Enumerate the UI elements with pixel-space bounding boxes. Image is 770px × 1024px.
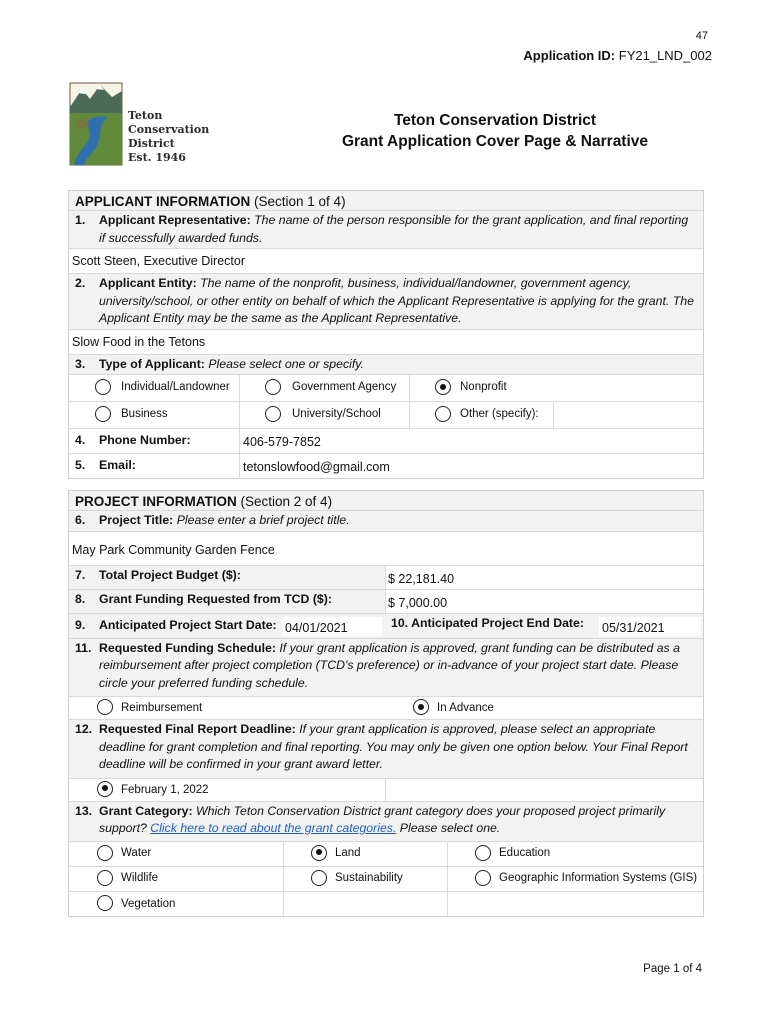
option-water-label: Water: [121, 846, 152, 859]
applicant-type-row-2: [69, 402, 703, 429]
phone-field[interactable]: 406-579-7852: [243, 435, 321, 449]
email-row: [69, 454, 703, 478]
radio-vegetation[interactable]: [97, 895, 113, 911]
option-reimbursement-label: Reimbursement: [121, 702, 203, 714]
option-university-label: University/School: [292, 408, 381, 420]
email-field[interactable]: tetonslowfood@gmail.com: [243, 460, 390, 474]
q9-label: 9. Anticipated Project Start Date:: [75, 617, 277, 632]
radio-education[interactable]: [475, 845, 491, 861]
option-in-advance-label: In Advance: [437, 702, 494, 714]
q6-prompt: 6. Project Title: Please enter a brief project title.: [69, 511, 703, 532]
q7-row: [69, 566, 703, 590]
q3-prompt: 3. Type of Applicant: Please select one or specify.: [69, 355, 703, 376]
start-date-field[interactable]: 04/01/2021: [282, 617, 382, 636]
category-row-1: [69, 842, 703, 867]
radio-other[interactable]: [435, 406, 451, 422]
radio-water[interactable]: [97, 845, 113, 861]
application-id: Application ID: FY21_LND_002: [523, 48, 712, 63]
option-february-label: February 1, 2022: [121, 783, 209, 796]
option-gis-label: Geographic Information Systems (GIS): [499, 871, 698, 884]
q8-row: [69, 590, 703, 614]
option-education-label: Education: [499, 846, 551, 859]
option-business-label: Business: [121, 408, 168, 420]
option-other-label: Other (specify):: [460, 408, 539, 420]
q12-prompt: 12. Requested Final Report Deadline: If your grant application is approved, please select an appropriate deadline for grant completion and final reporting. You may only be given one option below. Your Final Report deadline will be confirmed in your grant award letter.: [69, 720, 703, 779]
page-number: 47: [695, 30, 708, 42]
q8-label: 8. Grant Funding Requested from TCD ($):: [69, 590, 385, 613]
page-footer: Page 1 of 4: [643, 963, 702, 975]
applicant-entity-field[interactable]: Slow Food in the Tetons: [69, 330, 703, 355]
applicant-type-row-1: [69, 375, 703, 402]
category-row-3: [69, 892, 703, 916]
radio-reimbursement[interactable]: [97, 699, 113, 715]
radio-in-advance[interactable]: [413, 699, 429, 715]
applicant-information-section: [68, 190, 704, 479]
radio-sustainability[interactable]: [311, 870, 327, 886]
radio-land[interactable]: [311, 845, 327, 861]
category-row-2: [69, 867, 703, 892]
q11-prompt: 11. Requested Funding Schedule: If your grant application is approved, grant funding can be distributed as a reimbursement after project completion (TCD's preference) or in-advance of your project start date. Please circle your preferred funding schedule.: [69, 639, 703, 698]
logo-text: Teton Conservation District Est. 1946: [128, 109, 210, 164]
section2-heading: PROJECT INFORMATION (Section 2 of 4): [69, 491, 703, 511]
section1-heading: APPLICANT INFORMATION (Section 1 of 4): [69, 191, 703, 211]
radio-individual[interactable]: [95, 379, 111, 395]
applicant-representative-field[interactable]: Scott Steen, Executive Director: [69, 249, 703, 274]
project-title-field[interactable]: May Park Community Garden Fence: [69, 532, 703, 566]
funding-schedule-row: [69, 697, 703, 720]
project-information-section: [68, 490, 704, 917]
option-government-label: Government Agency: [292, 381, 397, 393]
radio-wildlife[interactable]: [97, 870, 113, 886]
end-date-field[interactable]: 05/31/2021: [599, 617, 701, 636]
option-land-label: Land: [335, 846, 361, 859]
option-sustainability-label: Sustainability: [335, 871, 403, 884]
q13-prompt: 13. Grant Category: Which Teton Conservation District grant category does your proposed project primarily support? Click here to read about the grant categories. Please select one.: [69, 802, 703, 842]
radio-university[interactable]: [265, 406, 281, 422]
report-deadline-row: [69, 779, 703, 802]
q7-label: 7. Total Project Budget ($):: [69, 566, 385, 589]
q1-prompt: 1. Applicant Representative: The name of the person responsible for the grant application, and final reporting if successfully awarded funds.: [69, 211, 703, 249]
grant-requested-field[interactable]: $ 7,000.00: [388, 595, 448, 610]
email-label: 5. Email:: [75, 458, 136, 472]
q10-label: 10. Anticipated Project End Date:: [391, 615, 584, 630]
radio-gis[interactable]: [475, 870, 491, 886]
option-vegetation-label: Vegetation: [121, 897, 176, 910]
radio-business[interactable]: [95, 406, 111, 422]
option-wildlife-label: Wildlife: [121, 871, 159, 884]
page-title: Teton Conservation District Grant Application Cover Page & Narrative: [341, 112, 649, 150]
option-nonprofit-label: Nonprofit: [460, 381, 507, 393]
phone-row: [69, 429, 703, 454]
option-individual-label: Individual/Landowner: [121, 381, 230, 393]
total-budget-field[interactable]: $ 22,181.40: [388, 571, 455, 586]
q2-prompt: 2. Applicant Entity: The name of the nonprofit, business, individual/landowner, government agency, university/school, or other entity on behalf of which the Applicant Representative is applying for the grant. The Applicant Entity may be the same as the Applicant Representative.: [69, 274, 703, 330]
radio-government[interactable]: [265, 379, 281, 395]
radio-february-2022[interactable]: [97, 781, 113, 797]
radio-nonprofit[interactable]: [435, 379, 451, 395]
q9-q10-row: [69, 614, 703, 639]
grant-categories-link[interactable]: Click here to read about the grant categories.: [150, 821, 397, 835]
phone-label: 4. Phone Number:: [75, 433, 191, 447]
